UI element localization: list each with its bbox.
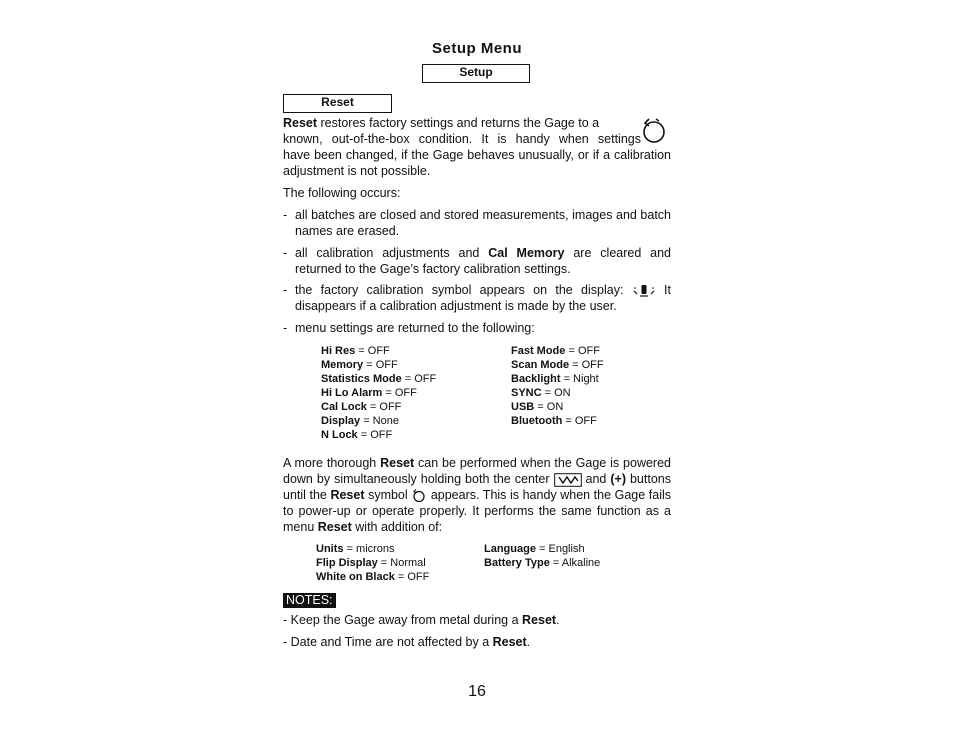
setting-row — [316, 542, 429, 556]
bullet-text: all calibration adjustments and — [295, 246, 489, 260]
note-item — [283, 635, 530, 649]
reset-symbol-icon — [411, 488, 427, 503]
bullet-dash: - — [283, 283, 288, 297]
setting-value: = Alkaline — [549, 557, 601, 569]
setting-name: Units — [316, 543, 344, 555]
bullet-text: the factory calibration symbol appears on the display: — [295, 283, 632, 297]
setting-name: Hi Lo Alarm — [321, 387, 383, 399]
setting-row — [316, 556, 429, 570]
setting-value: = ON — [541, 387, 571, 399]
menu-settings-right — [511, 344, 604, 428]
setting-name: Language — [484, 543, 536, 555]
center-button-icon — [554, 473, 582, 487]
thorough-reset-paragraph — [283, 455, 671, 535]
text-bold: (+) — [610, 472, 626, 486]
intro-paragraph-top — [283, 115, 641, 147]
note-item — [283, 613, 560, 627]
reset-section-label: Reset — [283, 94, 392, 113]
setting-value: = OFF — [366, 401, 402, 413]
setting-value: = OFF — [357, 429, 393, 441]
intro-bold: Reset — [283, 116, 318, 130]
bullet-dash: - — [283, 321, 288, 335]
setting-row — [321, 358, 436, 372]
setting-name: N Lock — [321, 429, 358, 441]
bullet-text: all batches are closed and stored measurements, images and batch names are erased. — [295, 208, 671, 238]
setting-row — [321, 344, 436, 358]
menu-settings-left — [321, 344, 436, 442]
setting-row — [321, 414, 436, 428]
setting-value: = OFF — [569, 359, 604, 371]
following-text: The following occurs: — [283, 186, 401, 200]
text: with addition of: — [351, 520, 443, 535]
text-bold: Reset — [330, 488, 365, 502]
setting-row — [321, 386, 436, 400]
setting-row — [321, 428, 436, 442]
reset-circle-arrow-icon — [640, 115, 668, 145]
setting-name: Flip Display — [316, 557, 378, 569]
setting-name: Bluetooth — [511, 415, 563, 427]
extra-settings-left — [316, 542, 429, 584]
note-text: - Date and Time are not affected by a — [283, 635, 493, 649]
note-bold: Reset — [522, 613, 557, 627]
setting-name: Hi Res — [321, 345, 356, 357]
bullet-bold: Cal Memory — [488, 246, 565, 260]
setting-value: = OFF — [355, 345, 390, 357]
setting-row — [316, 570, 429, 584]
setting-value: = OFF — [382, 387, 417, 399]
setting-name: Fast Mode — [511, 345, 566, 357]
setting-row — [511, 400, 604, 414]
setting-value: = Night — [560, 373, 599, 385]
setting-row — [511, 414, 604, 428]
intro-line2: known, out-of-the-box condition. It is handy when settings — [283, 132, 641, 146]
text-bold: Reset — [380, 456, 415, 470]
setting-name: USB — [511, 401, 535, 413]
bullet-text: are cleared and returned to the Gage’s factory calibration settings. — [295, 246, 672, 276]
intro-paragraph-rest: have been changed, if the Gage behaves unusually, or if a calibration adjustment is not possible. — [283, 148, 671, 178]
bullet-item — [283, 320, 671, 336]
text: appears. This is handy when the Gage fails to power-up or operate properly. It performs the same function as a menu — [283, 488, 671, 535]
note-text: . — [556, 613, 560, 627]
setting-row — [511, 372, 604, 386]
page-title: Setup Menu — [432, 40, 522, 57]
bullet-item — [283, 245, 671, 277]
setting-value: = ON — [534, 401, 564, 413]
setting-value: = OFF — [394, 571, 430, 583]
setting-name: Scan Mode — [511, 359, 570, 371]
setting-row — [484, 542, 600, 556]
text: symbol — [364, 488, 412, 502]
setting-value: = Normal — [377, 557, 426, 569]
setting-name: Battery Type — [484, 557, 550, 569]
setting-name: SYNC — [511, 387, 542, 399]
setting-name: Display — [321, 415, 361, 427]
setting-row — [511, 358, 604, 372]
setting-row — [511, 386, 604, 400]
text: and — [581, 472, 611, 486]
setting-name: Memory — [321, 359, 364, 371]
setting-value: = OFF — [363, 359, 398, 371]
bullet-text: menu settings are returned to the following: — [295, 321, 535, 335]
setting-name: Backlight — [511, 373, 561, 385]
setting-row — [511, 344, 604, 358]
notes-label: NOTES: — [283, 593, 336, 608]
intro-line1: restores factory settings and returns the Gage to a — [317, 116, 600, 130]
note-text: - Keep the Gage away from metal during a — [283, 613, 523, 627]
setting-value: = OFF — [562, 415, 597, 427]
note-bold: Reset — [492, 635, 527, 649]
text-bold: Reset — [317, 520, 352, 535]
text: buttons until the — [283, 472, 671, 502]
setting-row — [321, 400, 436, 414]
factory-calibration-icon — [632, 284, 656, 298]
setting-row — [321, 372, 436, 386]
bullet-dash: - — [283, 208, 288, 222]
setting-value: = microns — [343, 543, 395, 555]
extra-settings-right — [484, 542, 600, 570]
text: A more thorough — [283, 456, 381, 470]
setting-name: Statistics Mode — [321, 373, 402, 385]
page-number: 16 — [468, 683, 486, 700]
setting-value: = English — [535, 543, 585, 555]
bullet-dash: - — [283, 246, 288, 260]
setting-row — [484, 556, 600, 570]
setting-value: = OFF — [565, 345, 600, 357]
setup-menu-label: Setup — [422, 64, 530, 83]
bullet-text: It disappears if a calibration adjustment is made by the user. — [295, 283, 672, 313]
setting-value: = None — [360, 415, 399, 427]
setting-name: Cal Lock — [321, 401, 367, 413]
bullet-item — [283, 207, 671, 239]
note-text: . — [526, 635, 531, 649]
text: can be performed when the Gage is powered down by simultaneously holding both the center — [283, 456, 671, 486]
bullet-item — [283, 282, 671, 314]
setting-value: = OFF — [401, 373, 437, 385]
setting-name: White on Black — [316, 571, 395, 583]
